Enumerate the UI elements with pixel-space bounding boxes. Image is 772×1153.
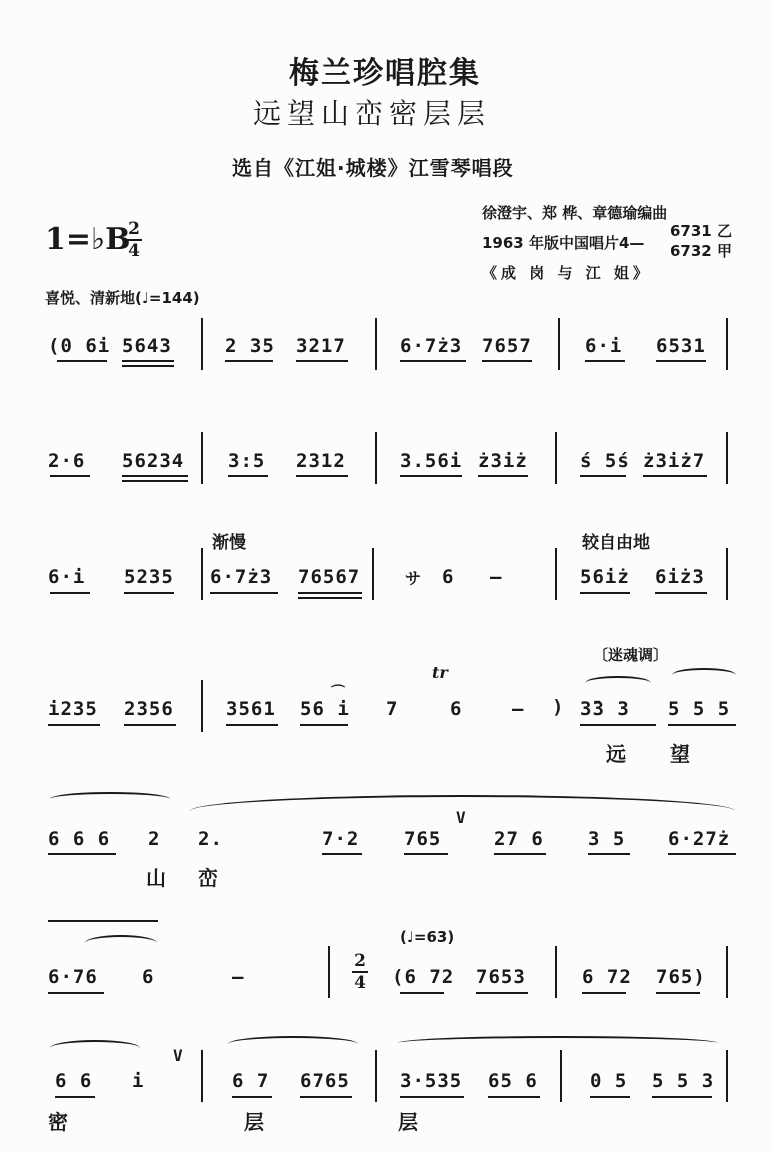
barline [560, 1050, 562, 1102]
barline [201, 1050, 203, 1102]
fermata-icon: ⌒ [331, 685, 345, 701]
song-title: 远望山峦密层层 [253, 97, 492, 130]
note-group: 2·6 [48, 450, 86, 472]
slur [585, 676, 651, 690]
note-group: 6 [442, 566, 455, 588]
note-group: 6765 [300, 1070, 350, 1092]
note-group: ż3iż7 [643, 450, 706, 472]
beam [122, 360, 174, 362]
record-info: 1963 年版中国唱片4— [482, 234, 645, 252]
note-dash: – [512, 698, 525, 720]
note-group: 6·i [585, 335, 623, 357]
lyric: 峦 [198, 866, 218, 890]
lyric: 层 [398, 1110, 418, 1134]
tie-line [48, 920, 158, 922]
barline [201, 432, 203, 484]
time-signature [126, 220, 142, 260]
note-group: 3̄3 3 [580, 698, 630, 720]
beam [582, 992, 626, 994]
source-line: 选自《江姐·城楼》江雪琴唱段 [232, 156, 514, 180]
barline [726, 548, 728, 600]
barline [201, 548, 203, 600]
breath-mark: V [173, 1046, 184, 1065]
beam [590, 1096, 630, 1098]
note-group: 56iż [580, 566, 630, 588]
beam [643, 475, 707, 477]
beam [57, 360, 107, 362]
note-group: 7·2 [322, 828, 360, 850]
composer-credits: 徐澄宇、郑 桦、章德瑜编曲 [482, 204, 668, 222]
trill-mark: tr [432, 663, 448, 682]
beam [50, 592, 90, 594]
beam [400, 1096, 464, 1098]
time-numerator: 2 [354, 951, 366, 971]
barline [555, 432, 557, 484]
note-group: (6 72 [392, 966, 455, 988]
note-group: 5 5 3 [652, 1070, 715, 1092]
note-group: 56 i [300, 698, 350, 720]
note: 6 [142, 966, 155, 988]
beam [122, 480, 188, 482]
note-group: 6 6 [55, 1070, 93, 1092]
note-group: 2312 [296, 450, 346, 472]
note-dash: – [490, 566, 503, 588]
note-group: i235 [48, 698, 98, 720]
barline [555, 946, 557, 998]
note-dash: – [232, 966, 245, 988]
beam [122, 365, 174, 367]
barline [328, 946, 330, 998]
barline [558, 318, 560, 370]
beam [652, 1096, 712, 1098]
record-number-a: 6731 乙 [670, 222, 732, 240]
note-group: 3:5 [228, 450, 266, 472]
time-signature-change [352, 952, 368, 992]
beam [225, 360, 273, 362]
beam [585, 360, 625, 362]
note-group: 3 5 [588, 828, 626, 850]
beam [488, 1096, 540, 1098]
slur [50, 1040, 140, 1056]
note-group: 0 5 [590, 1070, 628, 1092]
beam [296, 360, 348, 362]
note-group: 2 35 [225, 335, 275, 357]
note-group: 27 6 [494, 828, 544, 850]
note-group: ż3iż [478, 450, 528, 472]
note-group: 65 6 [488, 1070, 538, 1092]
note-group: 7653 [476, 966, 526, 988]
note-group: 6·76 [48, 966, 98, 988]
beam [298, 592, 362, 594]
tempo-change: (♩=63) [400, 928, 455, 946]
note-group: 6·27ż [668, 828, 731, 850]
beam [50, 475, 90, 477]
beam [232, 1096, 272, 1098]
beam [48, 853, 116, 855]
direction-freely: 较自由地 [582, 533, 650, 553]
note-group: 5235 [124, 566, 174, 588]
barline [555, 548, 557, 600]
barline [372, 548, 374, 600]
note: i [132, 1070, 145, 1092]
beam [298, 597, 362, 599]
note-group: 76567 [298, 566, 361, 588]
beam [300, 1096, 352, 1098]
breath-mark: V [456, 808, 467, 827]
record-number-b: 6732 甲 [670, 242, 732, 260]
beam [124, 592, 174, 594]
barline [726, 1050, 728, 1102]
lyric: 山 [146, 866, 166, 890]
note-group: 3.56i [400, 450, 463, 472]
note-group: 6531 [656, 335, 706, 357]
tempo-marking: 喜悦、清新地(♩=144) [45, 289, 200, 307]
note-group: 6iż3 [655, 566, 705, 588]
film-title: 《成 岗 与 江 姐》 [482, 264, 652, 282]
beam [122, 475, 188, 477]
beam [656, 992, 700, 994]
beam [656, 360, 706, 362]
beam [400, 360, 466, 362]
slur [50, 792, 170, 806]
beam [494, 853, 546, 855]
beam [55, 1096, 95, 1098]
key-signature: 1=♭B [45, 222, 131, 257]
note: 2. [198, 828, 223, 850]
note: 6 [450, 698, 463, 720]
note-group: 5643 [122, 335, 172, 357]
note-group: 765) [656, 966, 706, 988]
note-group: 6 6 6 [48, 828, 111, 850]
time-denominator: 4 [354, 973, 366, 993]
beam [476, 992, 528, 994]
beam [210, 592, 278, 594]
collection-title: 梅兰珍唱腔集 [289, 56, 481, 91]
slur [228, 1036, 358, 1052]
note-group: (0 6i [48, 335, 111, 357]
slur [398, 1036, 718, 1050]
beam [400, 475, 462, 477]
note-group: 6 7 [232, 1070, 270, 1092]
note-group: ś 5ś [580, 450, 630, 472]
note-group: 3·535 [400, 1070, 463, 1092]
beam [300, 724, 348, 726]
beam [655, 592, 707, 594]
beam [124, 724, 176, 726]
lyric: 密 [48, 1110, 68, 1134]
note-group: 3561 [226, 698, 276, 720]
beam [580, 724, 656, 726]
barline [201, 318, 203, 370]
note: 7 [386, 698, 399, 720]
note-group: 3217 [296, 335, 346, 357]
barline [726, 946, 728, 998]
beam [322, 853, 362, 855]
note-group: 765 [404, 828, 442, 850]
direction-slowing: 渐慢 [212, 533, 246, 553]
time-denominator: 4 [128, 241, 140, 261]
note: 2 [148, 828, 161, 850]
free-meter-sign: サ [405, 569, 423, 588]
beam [228, 475, 268, 477]
beam [296, 475, 348, 477]
note-group: 6 72 [582, 966, 632, 988]
note-group: 6·7ż3 [400, 335, 463, 357]
closing-paren: ) [552, 696, 565, 718]
note-group: 7657 [482, 335, 532, 357]
lyric: 望 [670, 742, 690, 766]
note-group: 6·7ż3 [210, 566, 273, 588]
time-numerator: 2 [128, 219, 140, 239]
barline [726, 318, 728, 370]
note-group: 6·i [48, 566, 86, 588]
lyric: 层 [244, 1110, 264, 1134]
note-group: 56234 [122, 450, 185, 472]
note-group: 2356 [124, 698, 174, 720]
lyric: 远 [606, 742, 626, 766]
tune-name: 〔迷魂调〕 [593, 646, 669, 664]
barline [375, 318, 377, 370]
beam [580, 592, 630, 594]
slur [85, 935, 157, 951]
beam [226, 724, 278, 726]
beam [588, 853, 630, 855]
beam [580, 475, 626, 477]
beam [668, 853, 736, 855]
beam [48, 992, 104, 994]
note-group: 5 5 5 [668, 698, 731, 720]
barline [201, 680, 203, 732]
beam [478, 475, 528, 477]
barline [726, 432, 728, 484]
barline [375, 1050, 377, 1102]
slur [672, 668, 736, 682]
barline [375, 432, 377, 484]
beam [404, 853, 448, 855]
beam [48, 724, 100, 726]
beam [400, 992, 444, 994]
beam [482, 360, 532, 362]
beam [668, 724, 736, 726]
